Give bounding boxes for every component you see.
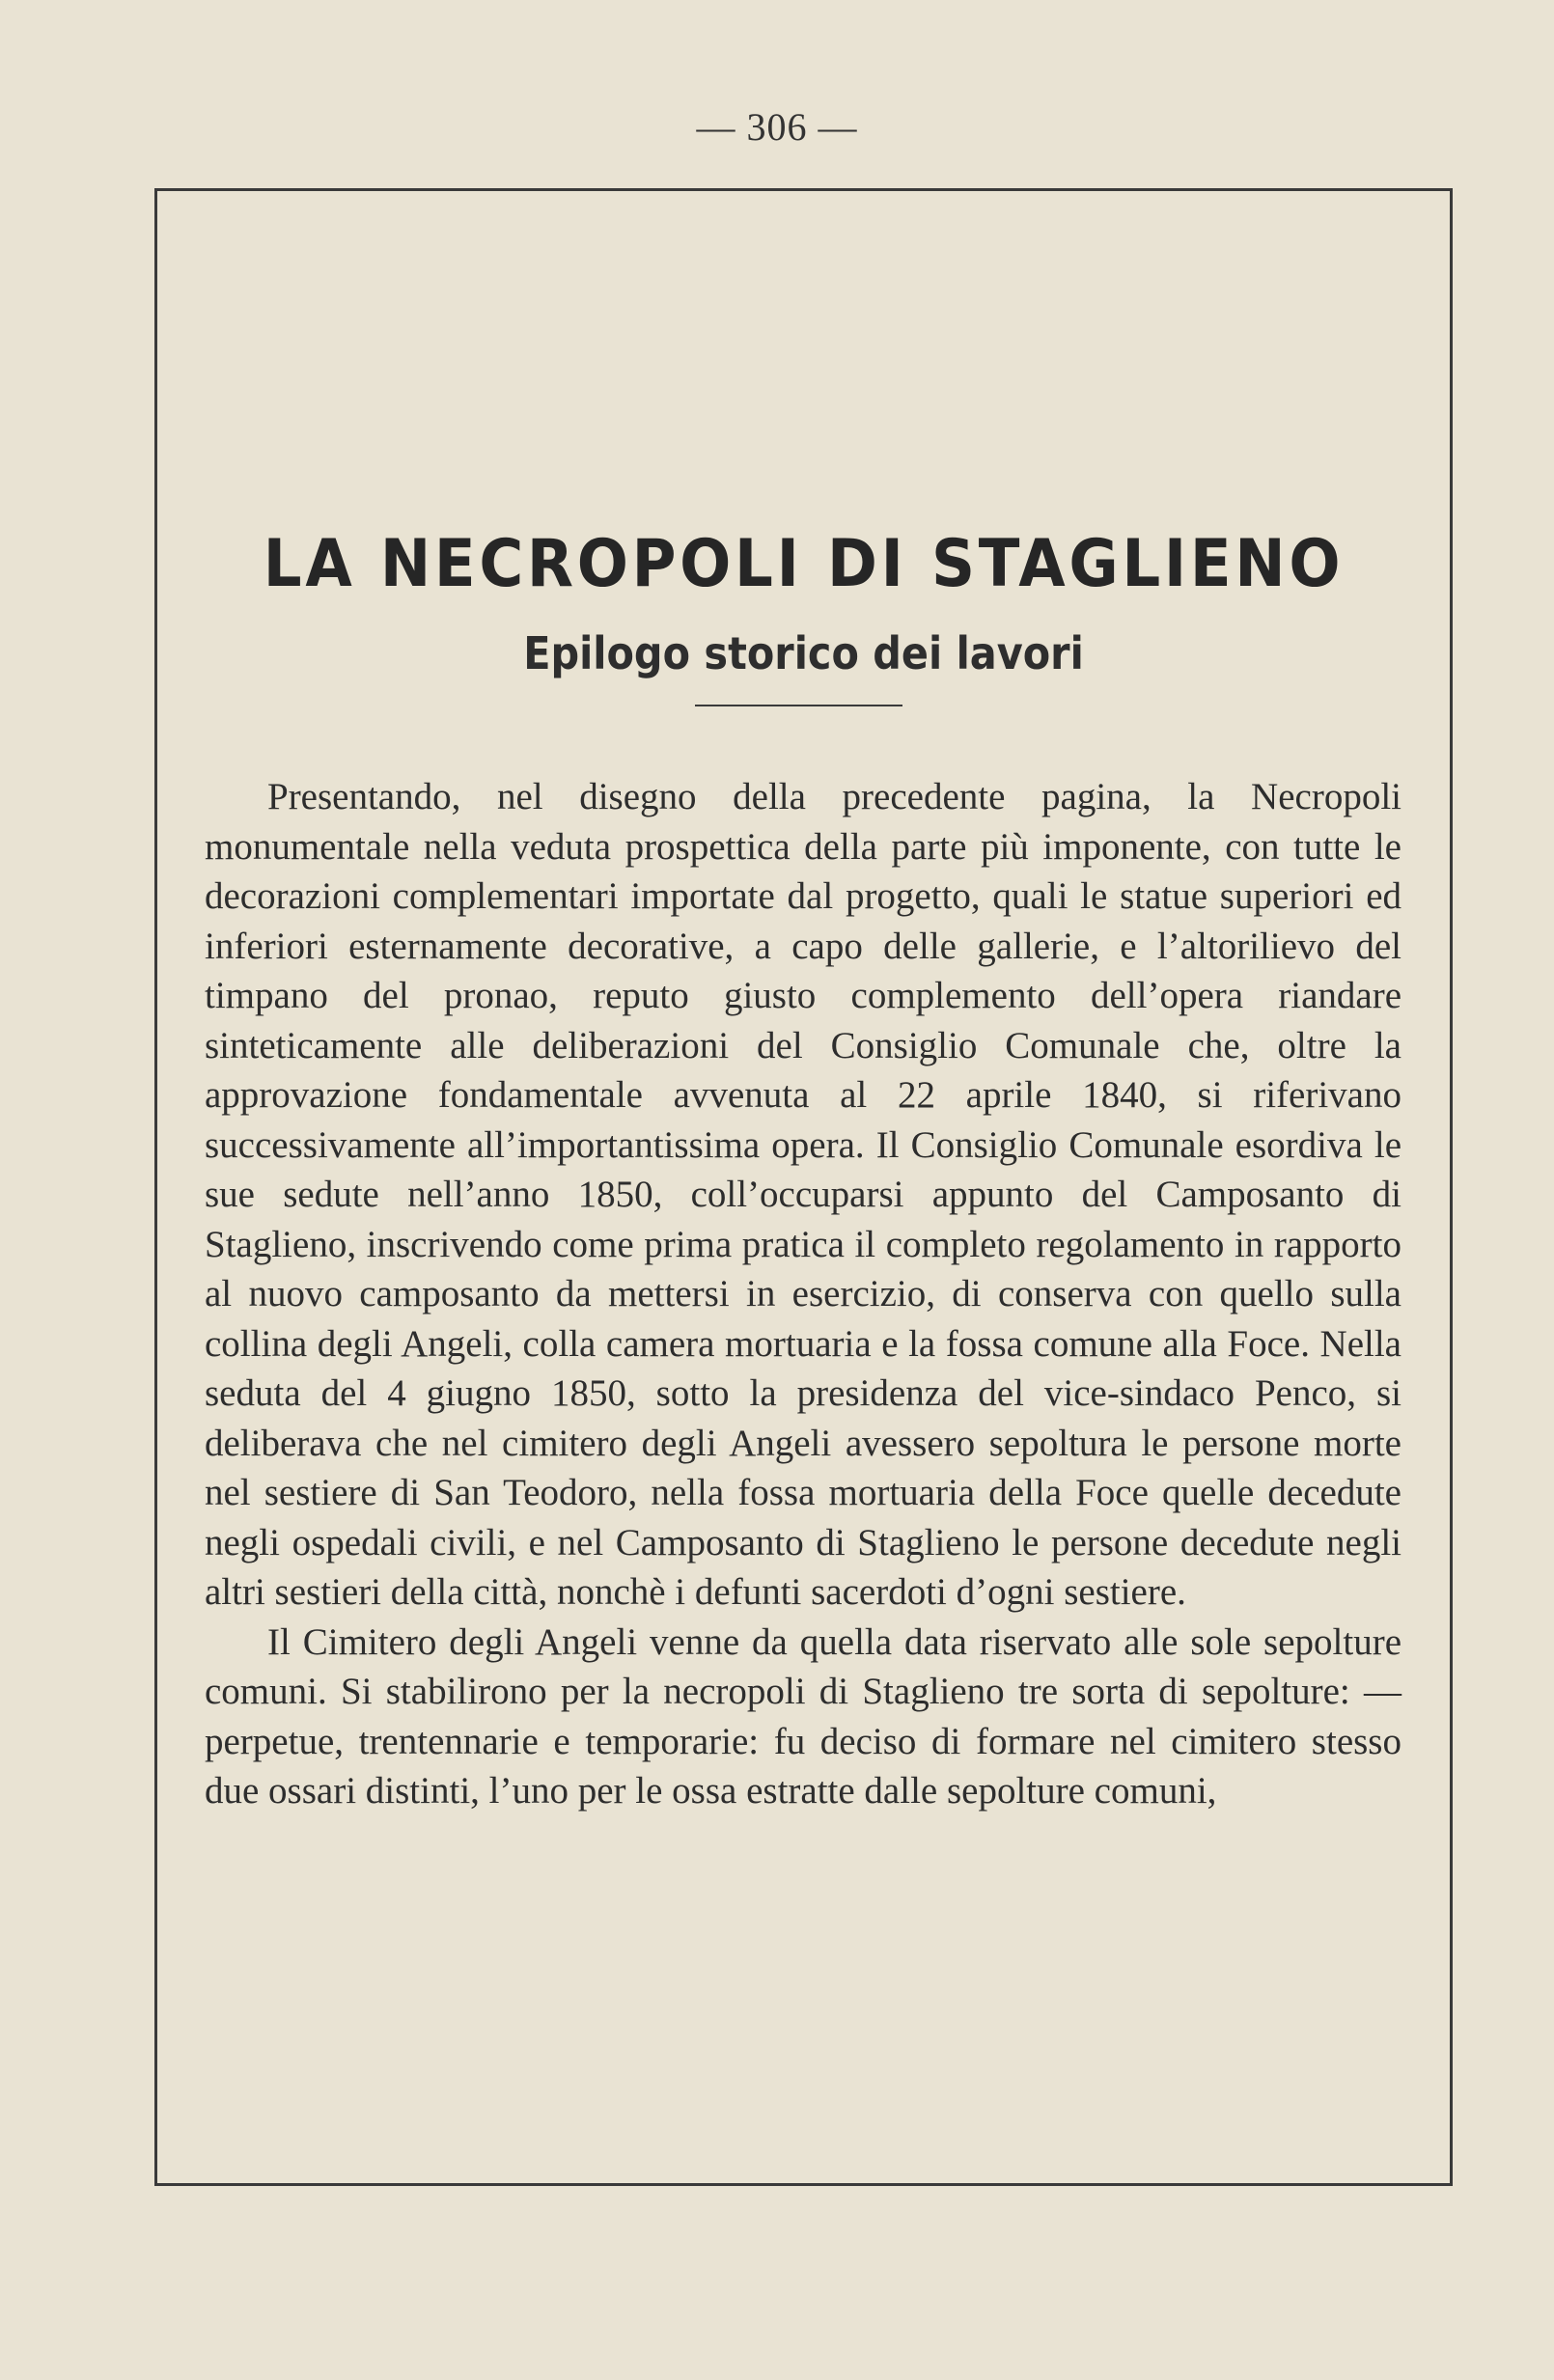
page-number: — 306 — bbox=[696, 105, 858, 149]
title-divider bbox=[695, 705, 902, 706]
article-title: LA NECROPOLI DI STAGLIENO bbox=[263, 526, 1345, 602]
article-subtitle: Epilogo storico dei lavori bbox=[523, 627, 1084, 679]
article-body bbox=[205, 772, 1401, 1816]
paragraph-1: Presentando, nel disegno della precedente pagina, la Necropoli monumentale nella veduta prospettica della parte più imponente, con tutte le decorazioni complementari importate dal progetto, quali le statue superiori ed inferiori esternamente decorative, a capo delle gallerie, e l’altorilievo del timpano del pronao, reputo giusto complemento dell’opera riandare sinteticamente alle deliberazioni del Consiglio Comunale che, oltre la approvazione fondamentale avvenuta al 22 aprile 1840, si riferivano successivamente all’importantissima opera. Il Consiglio Comunale esordiva le sue sedute nell’anno 1850, coll’occuparsi appunto del Camposanto di Staglieno, inscrivendo come prima pratica il completo regolamento in rapporto al nuovo camposanto da mettersi in esercizio, di conserva con quello sulla collina degli Angeli, colla camera mortuaria e la fossa comune alla Foce. Nella seduta del 4 giugno 1850, sotto la presidenza del vice-sindaco Penco, si deliberava che nel cimitero degli Angeli avessero sepoltura le persone morte nel sestiere di San Teodoro, nella fossa mortuaria della Foce quelle decedute negli ospedali civili, e nel Camposanto di Staglieno le persone decedute negli altri sestieri della città, nonchè i defunti sacerdoti d’ogni sestiere. bbox=[205, 776, 1401, 1613]
paragraph-2: Il Cimitero degli Angeli venne da quella data riservato alle sole sepolture comuni. Si stabilirono per la necropoli di Staglieno tre sorta di sepolture: — perpetue, trentennarie e temporarie: fu deciso di formare nel cimitero stesso due ossari distinti, l’uno per le ossa estratte dalle sepolture comuni, bbox=[205, 1620, 1401, 1812]
